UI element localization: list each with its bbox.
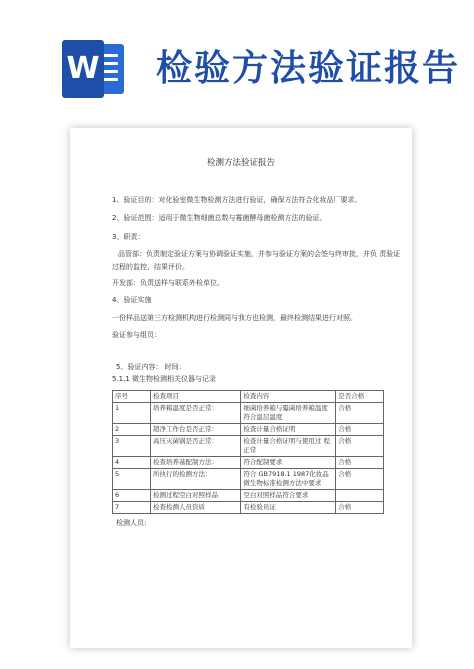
cell-item: 检查检测人员资质 <box>151 502 241 514</box>
header-item: 检查项目 <box>151 391 241 403</box>
cell-item: 检查培养基配制方法： <box>151 457 241 469</box>
cell-ok: 合格 <box>336 403 384 424</box>
table-row <box>113 457 384 469</box>
table-row <box>113 403 384 424</box>
table-row <box>113 469 384 490</box>
document-page <box>70 128 412 648</box>
header-content: 检查内容 <box>241 391 336 403</box>
section-purpose: 1、验证目的：对化验室微生物检测方法进行验证，确保方法符合化妆品厂要求。 <box>112 196 362 204</box>
inspector-label: 检测人员: <box>116 519 147 527</box>
banner-title: 检验方法验证报告 <box>156 47 461 89</box>
subsection-title: 5.1.1 微生物检测相关仪器与记录 <box>112 375 217 383</box>
cell-no: 6 <box>113 490 151 502</box>
participants-label: 验证参与组员： <box>112 331 161 339</box>
banner <box>0 0 474 118</box>
cell-content: 空白对照样品符合要求 <box>241 490 336 502</box>
cell-ok: 合格 <box>336 436 384 457</box>
cell-item: 高压灭菌锅是否正常： <box>151 436 241 457</box>
cell-content: 检查计量合格证明 <box>241 424 336 436</box>
cell-item: 培养箱温度是否正常： <box>151 403 241 424</box>
document-title: 检测方法验证报告 <box>206 158 275 168</box>
cell-item: 所执行的检测方法： <box>151 469 241 490</box>
cell-content: 细菌培养箱与霉菌培养箱温度符合温层温度 <box>241 403 336 424</box>
table-row <box>113 490 384 502</box>
cell-no: 3 <box>113 436 151 457</box>
cell-content: 符合配制要求 <box>241 457 336 469</box>
cell-ok: 合格 <box>336 424 384 436</box>
cell-no: 1 <box>113 403 151 424</box>
section-implementation: 4、验证实施 <box>112 296 152 304</box>
table-header-row <box>113 391 384 403</box>
duty-qa-line2: 过程的监控、结果评价。 <box>112 263 189 271</box>
cell-ok <box>336 490 384 502</box>
cell-ok: 合格 <box>336 502 384 514</box>
header-no: 序号 <box>113 391 151 403</box>
word-document-icon <box>62 40 124 98</box>
header-ok: 是否合格 <box>336 391 384 403</box>
word-icon-letter: W <box>62 40 104 98</box>
cell-ok: 合格 <box>336 457 384 469</box>
cell-no: 2 <box>113 424 151 436</box>
cell-content: 有检验员证 <box>241 502 336 514</box>
duty-qa-line1: 品管部：负责制定验证方案与协调验证实施，并参与验证方案的会签与终审批，并负 责验证 <box>118 250 401 258</box>
table-row <box>113 436 384 457</box>
cell-ok: 合格 <box>336 469 384 490</box>
cell-content: 检查计量合格证明与使用过 程正常 <box>241 436 336 457</box>
cell-item: 检测过程空白对照样品 <box>151 490 241 502</box>
cell-no: 4 <box>113 457 151 469</box>
section-content: 5、验证内容： 时间： <box>116 363 186 371</box>
cell-no: 7 <box>113 502 151 514</box>
table-row <box>113 502 384 514</box>
cell-item: 超净工作台是否正常： <box>151 424 241 436</box>
inspection-table <box>112 390 384 514</box>
table-row <box>113 424 384 436</box>
cell-content: 符合 GB7918.1 1987化妆品 微生物标准检测方法中要求 <box>241 469 336 490</box>
implementation-text: 一份样品送第三方检测机构进行检测同与我方也检测，最终检测结果进行对照。 <box>112 314 357 322</box>
duty-dev: 开发部：负责送样与联系外检单位。 <box>112 279 224 287</box>
cell-no: 5 <box>113 469 151 490</box>
section-duties: 3、职责： <box>112 233 145 241</box>
section-scope: 2、验证范围：适用于微生物细菌总数与霉菌酵母菌检测方法的验证。 <box>112 214 327 222</box>
